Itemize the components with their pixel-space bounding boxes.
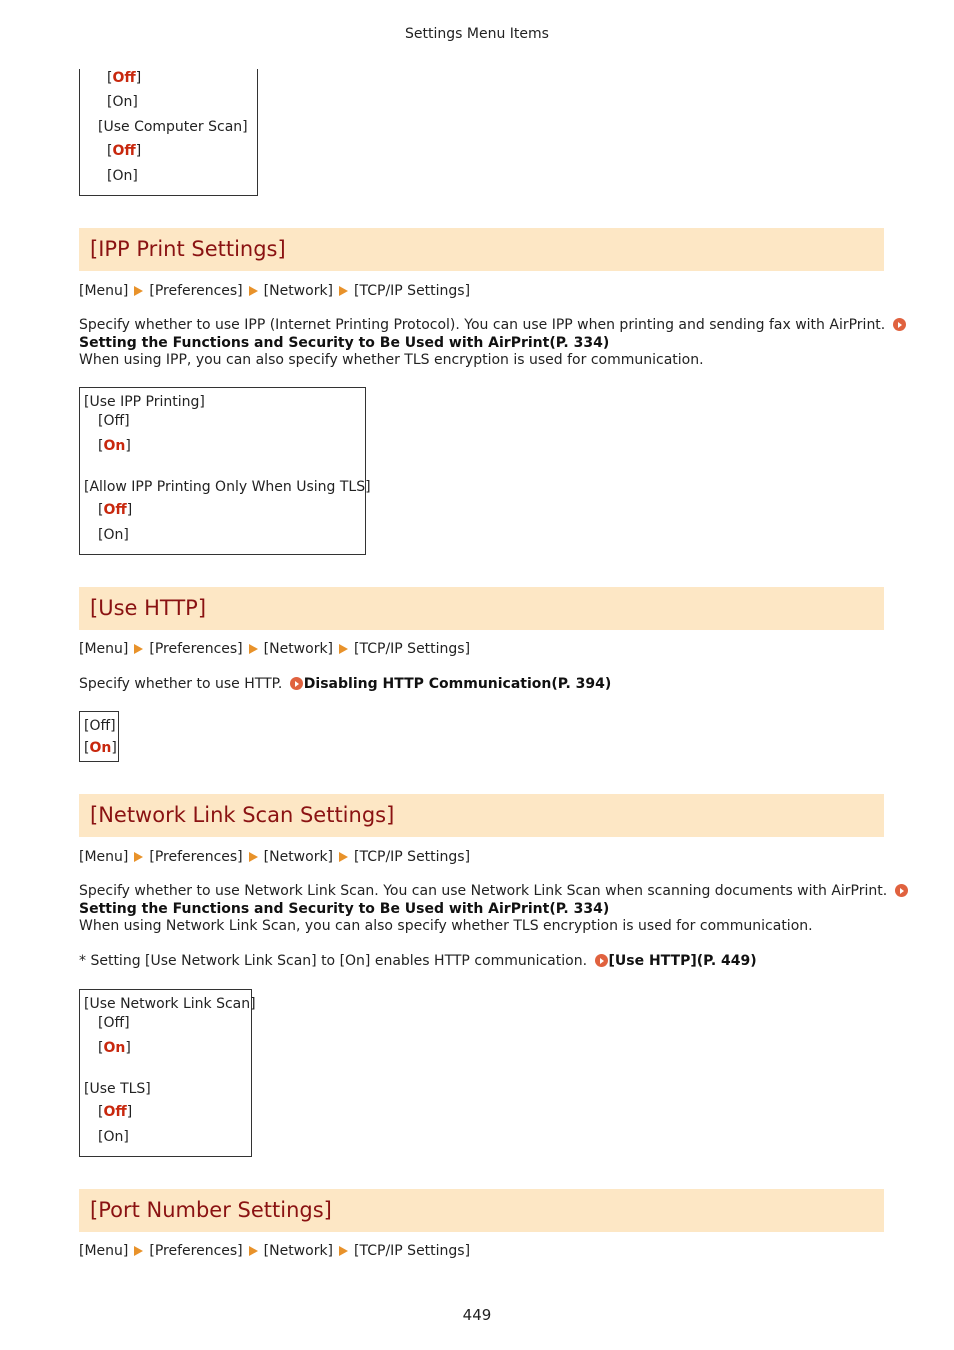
link-arrow-icon xyxy=(595,954,608,967)
breadcrumb-arrow-icon xyxy=(249,1246,258,1256)
description-text: Specify whether to use IPP (Internet Printing Protocol). You can use IPP when printing and sending fax with AirPrint. xyxy=(79,317,886,333)
breadcrumb xyxy=(79,848,470,866)
setting-item: [Use IPP Printing] xyxy=(84,394,205,410)
breadcrumb-item: [Network] xyxy=(263,641,334,657)
breadcrumb-item: [Menu] xyxy=(79,641,129,657)
setting-value-default: [On] xyxy=(98,1040,131,1056)
breadcrumb-item: [TCP/IP Settings] xyxy=(354,641,471,657)
reference-link[interactable]: Setting the Functions and Security to Be Used with AirPrint(P. 334) xyxy=(79,900,610,917)
breadcrumb xyxy=(79,640,470,658)
section-note xyxy=(79,953,889,971)
setting-item: [Use Computer Scan] xyxy=(98,119,248,135)
reference-link[interactable]: Disabling HTTP Communication(P. 394) xyxy=(303,676,612,692)
setting-value-default: [Off] xyxy=(107,70,142,86)
setting-value-default: [Off] xyxy=(98,502,133,518)
section-heading-port-number-settings: [Port Number Settings] xyxy=(79,1189,884,1232)
breadcrumb-item: [TCP/IP Settings] xyxy=(354,1243,471,1259)
breadcrumb-item: [Network] xyxy=(263,283,334,299)
breadcrumb-arrow-icon xyxy=(249,286,258,296)
description-text: When using Network Link Scan, you can also specify whether TLS encryption is used for communication. xyxy=(79,918,813,934)
setting-value-default: [Off] xyxy=(107,143,142,159)
section-description xyxy=(79,883,889,936)
breadcrumb-arrow-icon xyxy=(339,1246,348,1256)
breadcrumb-arrow-icon xyxy=(249,852,258,862)
breadcrumb-item: [Preferences] xyxy=(149,283,243,299)
top-settings-box xyxy=(79,69,258,196)
breadcrumb-item: [Preferences] xyxy=(149,641,243,657)
breadcrumb-arrow-icon xyxy=(249,644,258,654)
section-heading-use-http: [Use HTTP] xyxy=(79,587,884,630)
reference-link[interactable]: Setting the Functions and Security to Be Used with AirPrint(P. 334) xyxy=(79,334,610,351)
description-text: Specify whether to use HTTP. xyxy=(79,676,283,692)
section-heading-ipp-print-settings: [IPP Print Settings] xyxy=(79,228,884,271)
breadcrumb-arrow-icon xyxy=(134,1246,143,1256)
link-arrow-icon xyxy=(893,318,906,331)
breadcrumb-arrow-icon xyxy=(339,852,348,862)
setting-value: [On] xyxy=(107,94,138,110)
breadcrumb-item: [TCP/IP Settings] xyxy=(354,283,471,299)
running-header: Settings Menu Items xyxy=(405,26,549,42)
setting-value-default: [Off] xyxy=(98,1104,133,1120)
description-text: When using IPP, you can also specify whether TLS encryption is used for communication. xyxy=(79,352,704,368)
page-number: 449 xyxy=(462,1306,492,1324)
setting-value: [On] xyxy=(98,1129,129,1145)
breadcrumb xyxy=(79,1242,470,1260)
network-link-scan-box xyxy=(79,989,256,1157)
setting-item: [Use Network Link Scan] xyxy=(84,996,256,1012)
setting-value: [On] xyxy=(107,168,138,184)
ipp-settings-box xyxy=(79,387,371,555)
breadcrumb-arrow-icon xyxy=(134,286,143,296)
setting-value-default: [On] xyxy=(98,438,131,454)
breadcrumb-arrow-icon xyxy=(339,286,348,296)
link-arrow-icon xyxy=(895,884,908,897)
reference-link[interactable]: [Use HTTP](P. 449) xyxy=(608,953,757,969)
setting-value: [Off] xyxy=(98,413,130,429)
section-description xyxy=(79,317,889,370)
breadcrumb-arrow-icon xyxy=(134,644,143,654)
setting-value: [Off] xyxy=(84,718,116,734)
setting-value-default: [On] xyxy=(84,740,117,756)
breadcrumb-item: [Menu] xyxy=(79,283,129,299)
http-settings-box xyxy=(79,711,119,762)
description-text: Specify whether to use Network Link Scan. You can use Network Link Scan when scanning documents with AirPrint. xyxy=(79,883,888,899)
setting-value: [On] xyxy=(98,527,129,543)
setting-item: [Use TLS] xyxy=(84,1081,151,1097)
setting-item: [Allow IPP Printing Only When Using TLS] xyxy=(84,479,371,495)
breadcrumb-item: [Network] xyxy=(263,1243,334,1259)
section-heading-network-link-scan: [Network Link Scan Settings] xyxy=(79,794,884,837)
breadcrumb-item: [Network] xyxy=(263,849,334,865)
breadcrumb-item: [Preferences] xyxy=(149,849,243,865)
breadcrumb-arrow-icon xyxy=(134,852,143,862)
breadcrumb-item: [TCP/IP Settings] xyxy=(354,849,471,865)
breadcrumb-item: [Menu] xyxy=(79,849,129,865)
breadcrumb-item: [Menu] xyxy=(79,1243,129,1259)
breadcrumb-item: [Preferences] xyxy=(149,1243,243,1259)
setting-value: [Off] xyxy=(98,1015,130,1031)
breadcrumb-arrow-icon xyxy=(339,644,348,654)
link-arrow-icon xyxy=(290,677,303,690)
breadcrumb xyxy=(79,282,470,300)
note-text: * Setting [Use Network Link Scan] to [On] enables HTTP communication. xyxy=(79,953,588,969)
section-description xyxy=(79,676,889,694)
